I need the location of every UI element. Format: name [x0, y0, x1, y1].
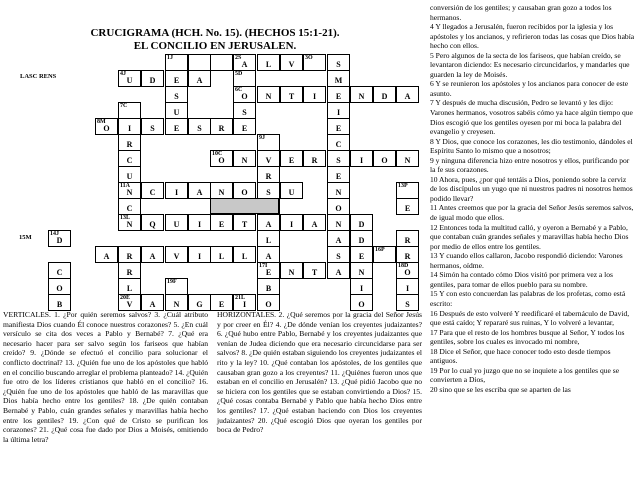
cell-letter: O — [241, 91, 248, 101]
cell-letter: N — [404, 155, 411, 165]
cell-number: 7C — [120, 103, 128, 109]
grid-cell[interactable] — [257, 278, 280, 295]
cell-letter: N — [218, 187, 225, 197]
cell-letter: R — [404, 251, 411, 261]
grid-cell[interactable] — [118, 262, 141, 279]
cell-number: 18D — [398, 263, 409, 269]
grid-cell[interactable] — [188, 54, 211, 71]
grid-cell[interactable] — [48, 294, 71, 311]
grid-cell[interactable] — [118, 198, 141, 215]
cell-letter: N — [173, 299, 180, 309]
cell-letter: N — [241, 155, 248, 165]
grid-cell[interactable] — [350, 86, 373, 103]
cell-letter: E — [335, 171, 342, 181]
grid-cell[interactable] — [118, 182, 141, 199]
grid-cell[interactable] — [165, 102, 188, 119]
cell-letter: A — [149, 299, 156, 309]
grid-cell[interactable] — [165, 86, 188, 103]
grid-cell[interactable] — [141, 214, 164, 231]
cell-letter: A — [404, 91, 411, 101]
grid-cell[interactable] — [350, 150, 373, 167]
cell-letter: S — [242, 107, 247, 117]
cell-letter: A — [196, 187, 203, 197]
cell-number: 11A — [120, 183, 131, 189]
cell-letter: R — [404, 235, 411, 245]
cell-letter: O — [335, 203, 342, 213]
grid-cell[interactable] — [141, 118, 164, 135]
cell-letter: L — [265, 235, 272, 245]
cell-number: 10C — [212, 151, 223, 157]
cell-number: 6C — [235, 87, 243, 93]
grid-cell[interactable] — [210, 214, 233, 231]
cell-letter: I — [242, 299, 247, 309]
grid-cell[interactable] — [188, 246, 211, 263]
grid-cell[interactable] — [257, 230, 280, 247]
grid-cell[interactable] — [188, 214, 211, 231]
cell-letter: A — [265, 251, 272, 261]
grid-cell[interactable] — [95, 118, 118, 135]
bible-passage: conversión de los gentiles; y causaban gran gozo a todos los hermanos. 4 Y llegados a Jerusalén, fueron recibidos por la iglesia y los apóstoles y los ancianos, y refirieron todas las cosas que Dios había hecho con ellos. 5 Pero algunos de la secta de los fariseos, que habían creído, se levantaron diciendo: Es necesario circuncidarlos, y mandarles que guarden la ley de Moisés. 6 Y se reunieron los apóstoles y los ancianos para conocer de este asunto. 7 Y después de mucha discusión, Pedro se levantó y les dijo: Varones hermanos, vosotros sabéis cómo ya hace algún tiempo que Dios escogió que los gentiles oyesen por mi boca la palabra del evangelio y creyesen. 8 Y Dios, que conoce los corazones, les dio testimonio, dándoles el Espíritu Santo lo mismo que a nosotros; 9 y ninguna diferencia hizo entre nosotros y ellos, purificando por la fe sus corazones. 10 Ahora, pues, ¿por qué tentáis a Dios, poniendo sobre la cerviz de los discípulos un yugo que ni nuestros padres ni nosotros hemos podido llevar? 11 Antes creemos que por la gracia del Señor Jesús seremos salvos, de igual modo que ellos. 12 Entonces toda la multitud calló, y oyeron a Bernabé y a Pablo, que contaban cuán grandes señales y maravillas había hecho Dios por medio de ellos entre los gentiles. 13 Y cuando ellos callaron, Jacobo respondió diciendo: Varones hermanos, oídme. 14 Simón ha contado cómo Dios visitó por primera vez a los gentiles, para tomar de ellos pueblo para su nombre. 15 Y con esto concuerdan las palabras de los profetas, como está escrito: 16 Después de esto volveré Y reedificaré el tabernáculo de David, que está caído; Y repararé sus ruinas, Y lo volveré a levantar, 17 Para que el resto de los hombres busque al Señor, Y todos los gentiles, sobre los cuales es invocado mi nombre, 18 Dice el Señor, que hace conocer todo esto desde tiempos antiguos. 19 Por lo cual yo juzgo que no se inquiete a los gentiles que se convierten a Dios, 20 sino que se les escriba que se aparten de las — [430, 3, 635, 394]
cell-letter: O — [265, 299, 272, 309]
grid-cell[interactable] — [327, 198, 350, 215]
grid-cell[interactable] — [118, 118, 141, 135]
grid-cell[interactable] — [396, 230, 419, 247]
cell-number: 3O — [305, 55, 313, 61]
horizontal-clues: HORIZONTALES. 2. ¿Qué seremos por la gracia del Señor Jesús y por creer en Él? 4. ¿De dónde venían los creyentes judaizantes? 6. ¿Qué hubo entre Pablo, Bernabé y los creyentes judaizantes que venían de Judea diciendo que era necesario circuncidarse para ser salvos? 8. ¿De quién estaban siguiendo los creyentes judaizantes el rito y la ley? 10. ¿Qué contaban los apóstoles, de los gentiles que causaban gran gozo a los creyentes? 11. ¿Quiénes fueron unos que estaban en el concilio en Jerusalén? 13. ¿Qué pidió Jacobo que no se hiciera con los gentiles que se estaban convirtiendo a Dios? 15. ¿Qué cosas contaba Bernabé y Pablo que había hecho Dios entre los gentiles? 17. ¿Qué estaban haciendo con Dios los creyentes judaizantes? 20. ¿Qué escogió Dios que oyeran los gentiles por boca de Pedro? — [217, 310, 422, 435]
cell-letter: S — [174, 91, 179, 101]
grid-cell[interactable] — [257, 246, 280, 263]
cell-letter: R — [126, 267, 133, 277]
cell-letter: I — [405, 283, 410, 293]
cell-letter: A — [335, 235, 342, 245]
grid-cell[interactable] — [165, 278, 188, 295]
cell-number: 8M — [97, 119, 106, 125]
cell-letter: D — [149, 75, 156, 85]
grid-cell[interactable] — [327, 134, 350, 151]
grid-cell[interactable] — [327, 150, 350, 167]
grid-cell[interactable] — [118, 246, 141, 263]
grid-cell[interactable] — [48, 262, 71, 279]
cell-letter: E — [358, 251, 365, 261]
grid-cell[interactable] — [210, 150, 233, 167]
cell-letter: R — [265, 171, 272, 181]
grid-cell[interactable] — [118, 70, 141, 87]
grid-cell[interactable] — [303, 214, 326, 231]
cell-letter: V — [265, 155, 272, 165]
grid-cell[interactable] — [257, 294, 280, 311]
grid-cell[interactable] — [327, 230, 350, 247]
grid-cell[interactable] — [165, 294, 188, 311]
cell-letter: T — [288, 91, 295, 101]
vertical-clues: VERTICALES. 1. ¿Por quién seremos salvos? 3. ¿Cuál atributo manifiesta Dios cuando Él conoce nuestros corazones? 5. ¿En cuál versículo se cita dos veces a Pablo y Bernabé? 7. ¿Qué era necesario hacer para ser salvo según los fariseos que habían creído? 9. ¿Dónde se efectuó el concilio para solucionar el conflicto doctrinal? 13. ¿Quién fue uno de los apóstoles que habló en el concilio buscando arreglar el problema planteado? 14. ¿Quién fue otro de los líderes cristianos que habló en el concilio? 16. ¿Quién fue uno de los apóstoles que habló de las maravillas que Dios había hecho entre los gentiles? 18. ¿De quién contaban Bernabé y Pablo, cuán grandes señales y maravillas había hecho entre los gentiles? 19. ¿Con qué de Cristo se purifican los corazones? 21. ¿Qué cosa fue dado por Dios a Moisés, omitiendo la última letra? — [3, 310, 208, 444]
cell-letter: E — [218, 299, 225, 309]
grid-cell[interactable] — [396, 150, 419, 167]
grid-cell[interactable] — [188, 182, 211, 199]
cell-letter: B — [265, 283, 272, 293]
cell-letter: E — [404, 203, 411, 213]
cell-letter: O — [103, 123, 110, 133]
grid-cell[interactable] — [327, 86, 350, 103]
grid-cell[interactable] — [95, 246, 118, 263]
cell-letter: G — [196, 299, 203, 309]
cell-letter: E — [335, 123, 342, 133]
cell-number: 13L — [120, 215, 131, 221]
cell-letter: S — [197, 123, 202, 133]
cell-letter: B — [56, 299, 63, 309]
grid-cell[interactable] — [303, 54, 326, 71]
grid-cell[interactable] — [280, 262, 303, 279]
cell-letter: E — [173, 123, 180, 133]
grid-cell[interactable] — [165, 54, 188, 71]
grid-cell[interactable] — [396, 198, 419, 215]
cell-number: 13P — [398, 183, 408, 189]
cell-letter: N — [335, 219, 342, 229]
cell-letter: V — [173, 251, 180, 261]
cell-letter: C — [126, 155, 133, 165]
cell-letter: C — [335, 139, 342, 149]
grid-cell[interactable] — [118, 294, 141, 311]
grid-cell[interactable] — [327, 118, 350, 135]
cell-letter: I — [336, 107, 341, 117]
grid-cell[interactable] — [257, 262, 280, 279]
grid-cell[interactable] — [141, 182, 164, 199]
cell-letter: A — [196, 75, 203, 85]
cell-letter: U — [288, 187, 295, 197]
cell-number: 19F — [167, 279, 177, 285]
grid-cell[interactable] — [48, 278, 71, 295]
grid-cell[interactable] — [257, 214, 280, 231]
cell-letter: D — [381, 91, 388, 101]
grid-cell[interactable] — [188, 118, 211, 135]
cell-letter: S — [405, 299, 410, 309]
grid-cell[interactable] — [327, 54, 350, 71]
grid-cell[interactable] — [327, 166, 350, 183]
cell-letter: O — [218, 155, 225, 165]
grid-cell[interactable] — [257, 134, 280, 151]
grid-cell[interactable] — [327, 70, 350, 87]
cell-letter: U — [173, 107, 180, 117]
grid-cell[interactable] — [233, 182, 256, 199]
grid-cell[interactable] — [233, 54, 256, 71]
grid-cell[interactable] — [396, 86, 419, 103]
grid-cell[interactable] — [327, 262, 350, 279]
cell-number: 17I — [259, 263, 268, 269]
cell-letter: A — [103, 251, 110, 261]
grid-cell[interactable] — [141, 70, 164, 87]
cell-letter: E — [288, 155, 295, 165]
cell-letter: O — [358, 299, 365, 309]
cell-number: 1J — [167, 55, 173, 61]
cell-letter: E — [241, 123, 248, 133]
cell-letter: E — [265, 267, 272, 277]
grid-cell[interactable] — [257, 166, 280, 183]
cell-number: 16P — [375, 247, 385, 253]
grid-cell[interactable] — [233, 294, 256, 311]
free-label: LASC RENS — [20, 73, 57, 80]
grid-cell[interactable] — [257, 86, 280, 103]
cell-letter: N — [265, 91, 272, 101]
cell-letter: O — [241, 187, 248, 197]
cell-letter: A — [335, 267, 342, 277]
cell-letter: S — [266, 187, 271, 197]
cell-letter: I — [127, 123, 132, 133]
cell-letter: A — [149, 251, 156, 261]
grid-cell[interactable] — [350, 262, 373, 279]
grid-cell[interactable] — [280, 86, 303, 103]
cell-letter: D — [358, 235, 365, 245]
cell-letter: M — [334, 75, 343, 85]
cell-letter: A — [241, 59, 248, 69]
grid-cell[interactable] — [118, 102, 141, 119]
grid-cell[interactable] — [396, 246, 419, 263]
grid-cell[interactable] — [210, 118, 233, 135]
grid-cell[interactable] — [303, 262, 326, 279]
cell-letter: A — [265, 219, 272, 229]
grid-cell[interactable] — [350, 230, 373, 247]
cell-letter: E — [218, 219, 225, 229]
cell-letter: L — [265, 59, 272, 69]
grid-cell[interactable] — [165, 70, 188, 87]
grid-cell[interactable] — [280, 182, 303, 199]
grid-cell[interactable] — [373, 86, 396, 103]
cell-letter: C — [126, 203, 133, 213]
cell-letter: E — [173, 75, 180, 85]
free-label: 15M — [19, 234, 32, 241]
cell-letter: O — [381, 155, 388, 165]
cell-letter: S — [336, 59, 341, 69]
grid-cell[interactable] — [327, 102, 350, 119]
cell-letter: U — [126, 171, 133, 181]
cell-letter: Q — [149, 219, 156, 229]
grid-cell[interactable] — [327, 182, 350, 199]
cell-letter: R — [126, 139, 133, 149]
cell-letter: V — [288, 59, 295, 69]
grid-cell[interactable] — [233, 214, 256, 231]
cell-letter: R — [311, 155, 318, 165]
cell-number: 2S — [235, 55, 242, 61]
cell-letter: N — [358, 91, 365, 101]
cell-letter: I — [359, 155, 364, 165]
grid-cell[interactable] — [280, 150, 303, 167]
grid-cell[interactable] — [396, 182, 419, 199]
cell-number: 4J — [120, 71, 126, 77]
cell-letter: L — [126, 283, 133, 293]
cell-letter: R — [126, 251, 133, 261]
cell-letter: S — [150, 123, 155, 133]
cell-letter: E — [335, 91, 342, 101]
grid-cell[interactable] — [118, 214, 141, 231]
grid-cell[interactable] — [373, 246, 396, 263]
grid-cell[interactable] — [118, 134, 141, 151]
cell-letter: O — [56, 283, 63, 293]
crossword-title: CRUCIGRAMA (HCH. No. 15). (HECHOS 15:1-21). — [90, 27, 340, 39]
cell-number: 14J — [50, 231, 59, 237]
cell-letter: V — [126, 299, 133, 309]
grid-cell[interactable] — [233, 102, 256, 119]
grid-cell[interactable] — [210, 54, 233, 71]
cell-letter: I — [312, 91, 317, 101]
cell-letter: S — [336, 155, 341, 165]
grid-cell[interactable] — [280, 54, 303, 71]
grid-cell[interactable] — [396, 262, 419, 279]
cell-letter: N — [126, 187, 133, 197]
grid-cell[interactable] — [165, 118, 188, 135]
cell-letter: L — [218, 251, 225, 261]
cell-letter: C — [149, 187, 156, 197]
cell-letter: I — [197, 219, 202, 229]
grid-cell[interactable] — [350, 294, 373, 311]
cell-letter: I — [174, 187, 179, 197]
grid-cell[interactable] — [257, 182, 280, 199]
cell-letter: T — [241, 219, 248, 229]
grid-cell[interactable] — [396, 278, 419, 295]
grid-cell[interactable] — [118, 150, 141, 167]
grid-cell[interactable] — [118, 166, 141, 183]
grid-cell[interactable] — [210, 294, 233, 311]
cell-letter: S — [336, 251, 341, 261]
grid-cell[interactable] — [303, 86, 326, 103]
grid-cell[interactable] — [188, 70, 211, 87]
cell-number: 21L — [235, 295, 246, 301]
grid-cell[interactable] — [210, 246, 233, 263]
grid-cell[interactable] — [327, 246, 350, 263]
cell-letter: I — [289, 219, 294, 229]
cell-letter: I — [359, 283, 364, 293]
cell-letter: U — [173, 219, 180, 229]
grid-cell[interactable] — [233, 118, 256, 135]
grid-cell[interactable] — [165, 214, 188, 231]
cell-letter: N — [288, 267, 295, 277]
grid-cell[interactable] — [141, 294, 164, 311]
grid-cell[interactable] — [141, 246, 164, 263]
cell-letter: U — [126, 75, 133, 85]
grid-cell[interactable] — [280, 214, 303, 231]
grid-cell[interactable] — [303, 150, 326, 167]
cell-number: 20E — [120, 295, 131, 301]
shaded-block — [210, 198, 279, 214]
grid-cell[interactable] — [350, 278, 373, 295]
cell-letter: I — [197, 251, 202, 261]
cell-number: 5D — [235, 71, 243, 77]
grid-cell[interactable] — [373, 150, 396, 167]
grid-cell[interactable] — [233, 246, 256, 263]
grid-cell[interactable] — [165, 246, 188, 263]
cell-letter: A — [311, 219, 318, 229]
cell-number: 9J — [259, 135, 265, 141]
grid-cell[interactable] — [350, 214, 373, 231]
cell-letter: N — [126, 219, 133, 229]
grid-cell[interactable] — [233, 86, 256, 103]
crossword-subtitle: EL CONCILIO EN JERUSALEN. — [133, 40, 297, 52]
grid-cell[interactable] — [257, 54, 280, 71]
cell-letter: R — [218, 123, 225, 133]
grid-cell[interactable] — [350, 246, 373, 263]
grid-cell[interactable] — [165, 182, 188, 199]
cell-letter: C — [56, 267, 63, 277]
cell-letter: D — [56, 235, 63, 245]
grid-cell[interactable] — [210, 182, 233, 199]
cell-letter: N — [358, 267, 365, 277]
cell-letter: N — [335, 187, 342, 197]
grid-cell[interactable] — [188, 294, 211, 311]
grid-cell[interactable] — [233, 70, 256, 87]
grid-cell[interactable] — [233, 150, 256, 167]
grid-cell[interactable] — [396, 294, 419, 311]
grid-cell[interactable] — [257, 150, 280, 167]
grid-cell[interactable] — [118, 278, 141, 295]
cell-letter: T — [311, 267, 318, 277]
cell-letter: O — [404, 267, 411, 277]
cell-letter: L — [241, 251, 248, 261]
cell-letter: D — [358, 219, 365, 229]
grid-cell[interactable] — [48, 230, 71, 247]
grid-cell[interactable] — [327, 214, 350, 231]
